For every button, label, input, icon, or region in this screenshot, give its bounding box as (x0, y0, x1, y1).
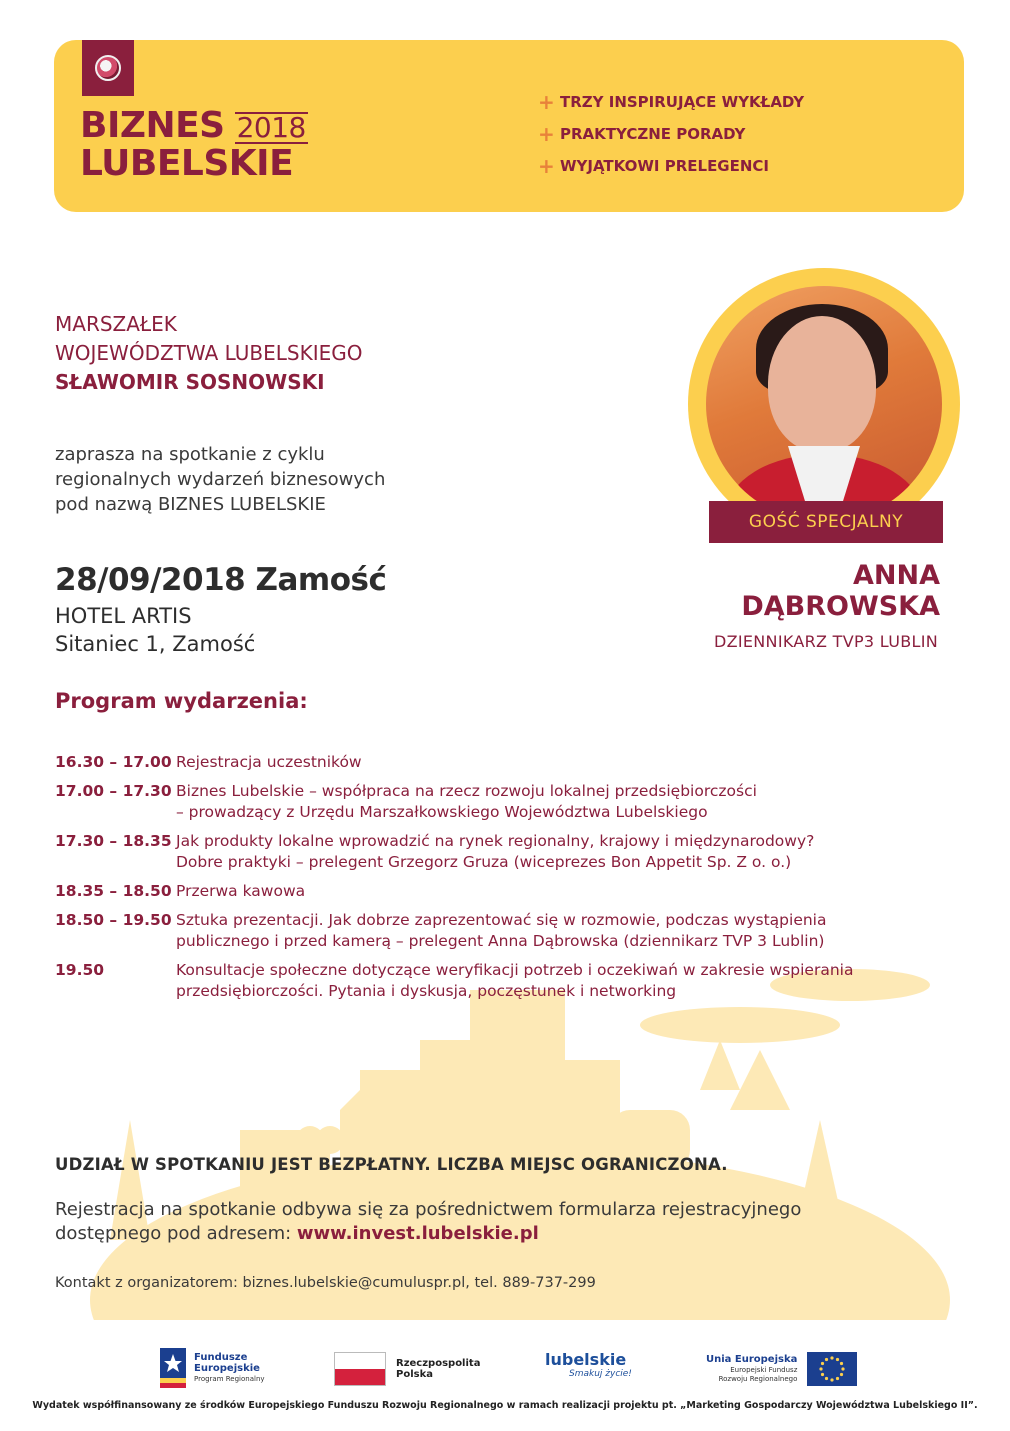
program-row (55, 752, 955, 773)
highlight-label: WYJĄTKOWI PRELEGENCI (560, 157, 770, 175)
logo-lubelskie (545, 1350, 632, 1379)
logo-rzeczpospolita-polska (334, 1352, 480, 1386)
host-block (55, 310, 362, 397)
ue-sub1: Europejski Fundusz (730, 1365, 798, 1374)
invite-line: zaprasza na spotkanie z cyklu (55, 444, 325, 465)
pl-line2: Polska (396, 1369, 433, 1380)
brand-year: 2018 (236, 111, 306, 144)
highlight-item (538, 118, 804, 150)
lubelskie-slogan: Smakuj życie! (569, 1369, 632, 1379)
registration-link[interactable]: www.invest.lubelskie.pl (296, 1223, 539, 1244)
program-desc: Rejestracja uczestników (176, 753, 362, 771)
invite-line: pod nazwą BIZNES LUBELSKIE (55, 494, 326, 515)
highlight-label: PRAKTYCZNE PORADY (560, 125, 746, 143)
logo-unia-europejska (706, 1352, 857, 1386)
guest-tag: GOŚĆ SPECJALNY (709, 501, 943, 543)
program-desc: Biznes Lubelskie – współpraca na rzecz rozwoju lokalnej przedsiębiorczości – prowadzący z Urzędu Marszałkowskiego Województwa Lubelskiego (176, 782, 757, 821)
lubelskie-wordmark: lubelskie (545, 1350, 627, 1369)
header-banner (54, 40, 964, 212)
brand-logo-icon (95, 55, 121, 81)
program-list (55, 752, 955, 1010)
brand-line1: BIZNES (80, 105, 225, 146)
sponsor-logos (0, 1340, 1010, 1390)
program-time: 18.50 – 19.50 (55, 911, 172, 929)
brand-logo-box (82, 40, 134, 96)
highlight-item (538, 86, 804, 118)
fe-line1: Fundusze (194, 1351, 248, 1363)
program-row (55, 781, 955, 823)
program-title: Program wydarzenia: (55, 689, 308, 713)
host-line2: WOJEWÓDZTWA LUBELSKIEGO (55, 341, 363, 365)
program-time: 16.30 – 17.00 (55, 753, 172, 771)
program-row (55, 831, 955, 873)
event-date-city: 28/09/2018 Zamość (55, 562, 387, 598)
brand-line2: LUBELSKIE (80, 143, 294, 184)
invite-line: regionalnych wydarzeń biznesowych (55, 469, 386, 490)
program-desc: Jak produkty lokalne wprowadzić na rynek regionalny, krajowy i międzynarodowy? Dobre praktyki – prelegent Grzegorz Gruza (wiceprezes Bon Appetit Sp. Z o. o.) (176, 832, 815, 871)
program-time: 17.30 – 18.35 (55, 832, 172, 850)
highlight-label: TRZY INSPIRUJĄCE WYKŁADY (560, 93, 805, 111)
program-time: 18.35 – 18.50 (55, 882, 172, 900)
pl-line1: Rzeczpospolita (396, 1358, 481, 1369)
fe-star-icon (160, 1348, 186, 1388)
plus-icon: + (538, 154, 555, 178)
program-row (55, 910, 955, 952)
logo-fundusze-europejskie (160, 1348, 265, 1388)
highlights-list (538, 86, 804, 182)
event-venue (55, 602, 255, 658)
polish-flag-icon (334, 1352, 386, 1386)
plus-icon: + (538, 122, 555, 146)
guest-last-name: DĄBROWSKA (741, 591, 940, 622)
fe-line2: Europejskie (194, 1362, 260, 1374)
guest-name (741, 560, 940, 622)
host-line1: MARSZAŁEK (55, 312, 177, 336)
program-desc: Przerwa kawowa (176, 882, 306, 900)
ue-sub2: Rozwoju Regionalnego (718, 1374, 798, 1383)
registration-line: Rejestracja na spotkanie odbywa się za pośrednictwem formularza rejestracyjnego (55, 1199, 802, 1220)
venue-address: Sitaniec 1, Zamość (55, 632, 256, 656)
ue-title: Unia Europejska (706, 1353, 798, 1365)
highlight-item (538, 150, 804, 182)
fe-sub: Program Regionalny (194, 1374, 265, 1383)
registration-text (55, 1198, 875, 1246)
free-entry-notice: UDZIAŁ W SPOTKANIU JEST BEZPŁATNY. LICZBA MIEJSC OGRANICZONA. (55, 1155, 728, 1174)
invite-text (55, 442, 475, 517)
guest-photo-frame (688, 268, 960, 540)
brand-title (80, 105, 308, 184)
host-name: SŁAWOMIR SOSNOWSKI (55, 370, 325, 394)
skyline-illustration (0, 960, 1010, 1320)
program-desc: Sztuka prezentacji. Jak dobrze zaprezentować się w rozmowie, podczas wystąpienia publicznego i przed kamerą – prelegent Anna Dąbrowska (dziennikarz TVP 3 Lublin) (176, 911, 827, 950)
program-row (55, 960, 955, 1002)
program-time: 19.50 (55, 961, 105, 979)
venue-name: HOTEL ARTIS (55, 604, 192, 628)
guest-first-name: ANNA (853, 560, 940, 591)
registration-line: dostępnego pod adresem: www.invest.lubelskie.pl (55, 1223, 539, 1244)
contact-info: Kontakt z organizatorem: biznes.lubelskie@cumuluspr.pl, tel. 889-737-299 (55, 1275, 596, 1291)
funding-footnote: Wydatek współfinansowany ze środków Europejskiego Funduszu Rozwoju Regionalnego w ramach realizacji projektu pt. „Marketing Gospodarczy Województwa Lubelskiego II”. (32, 1400, 978, 1411)
eu-flag-icon (807, 1352, 857, 1386)
plus-icon: + (538, 90, 555, 114)
program-desc: Konsultacje społeczne dotyczące weryfikacji potrzeb i oczekiwań w zakresie wspierania przedsiębiorczości. Pytania i dyskusja, poczęstunek i networking (176, 961, 854, 1000)
guest-role: DZIENNIKARZ TVP3 LUBLIN (713, 632, 938, 651)
guest-photo (706, 286, 942, 522)
program-time: 17.00 – 17.30 (55, 782, 172, 800)
program-row (55, 881, 955, 902)
